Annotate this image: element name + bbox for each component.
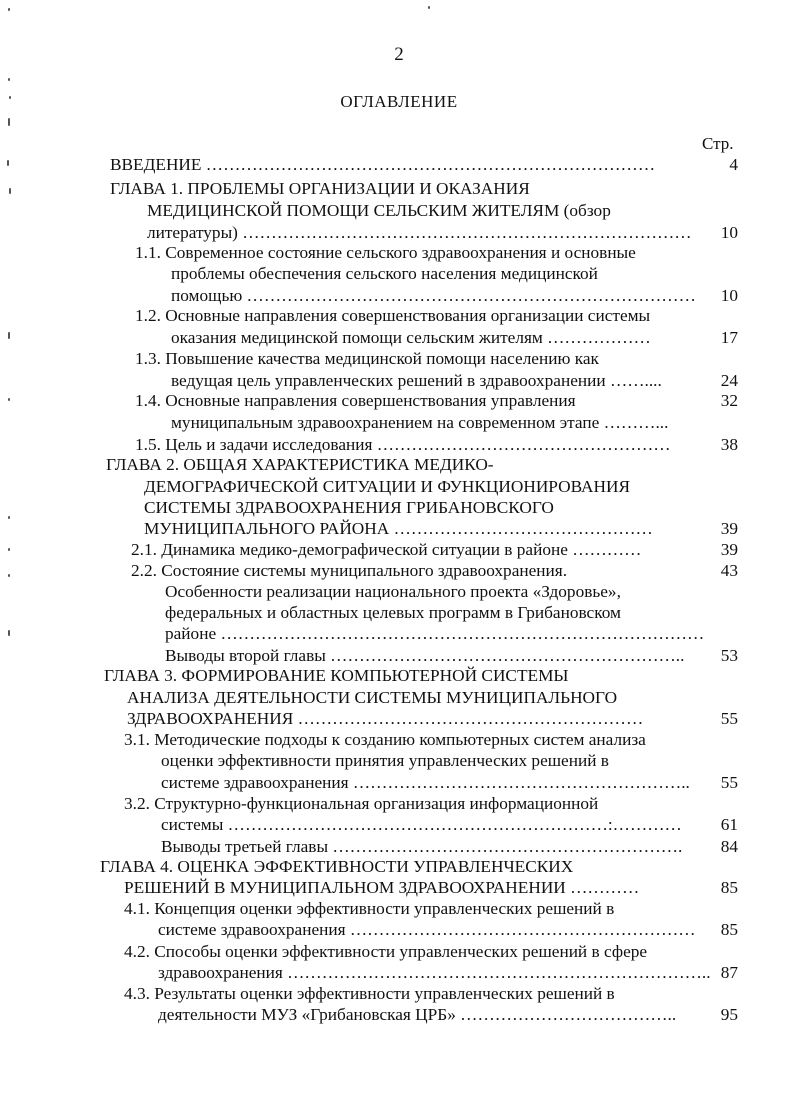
toc-line: проблемы обеспечения сельского населения медицинской [171, 264, 598, 283]
toc-line: федеральных и областных целевых программ в Грибановском [165, 603, 621, 622]
toc-page-number: 17 [720, 328, 738, 347]
toc-line: ВВЕДЕНИЕ …………………………………………………………………… [110, 155, 656, 174]
toc-line: системы …………………………………………………………:………… [161, 815, 682, 834]
scan-speck [428, 6, 430, 9]
toc-line: 1.2. Основные направления совершенствования организации системы [135, 306, 651, 325]
toc-line: ГЛАВА 1. ПРОБЛЕМЫ ОРГАНИЗАЦИИ И ОКАЗАНИЯ [110, 179, 530, 198]
scan-speck [8, 78, 10, 81]
toc-page-number: 39 [720, 540, 738, 559]
toc-page-number: 84 [720, 837, 738, 856]
toc-line: ГЛАВА 4. ОЦЕНКА ЭФФЕКТИВНОСТИ УПРАВЛЕНЧЕСКИХ [100, 857, 574, 876]
toc-page-number: 24 [720, 371, 738, 390]
toc-page-number: 10 [720, 223, 738, 242]
toc-line: ГЛАВА 3. ФОРМИРОВАНИЕ КОМПЬЮТЕРНОЙ СИСТЕМЫ [104, 666, 569, 685]
toc-line: 4.1. Концепция оценки эффективности управленческих решений в [124, 899, 615, 918]
scan-speck [8, 332, 10, 339]
toc-line: 2.2. Состояние системы муниципального здравоохранения. [131, 561, 568, 580]
toc-line: ведущая цель управленческих решений в здравоохранении …….... [171, 371, 662, 390]
toc-line: 1.5. Цель и задачи исследования …………………………………………… [135, 435, 671, 454]
toc-page-number: 43 [720, 561, 738, 580]
scan-speck [8, 516, 10, 519]
toc-line: здравоохранения ……………………………………………………………….. [158, 963, 711, 982]
toc-line: Выводы третьей главы ……………………………………………………. [161, 837, 683, 856]
toc-page-number: 55 [720, 709, 738, 728]
toc-page-number: 53 [720, 646, 738, 665]
toc-line: оценки эффективности принятия управленческих решений в [161, 751, 609, 770]
toc-page-number: 10 [720, 286, 738, 305]
toc-page-number: 55 [720, 773, 738, 792]
toc-page-number: 61 [720, 815, 738, 834]
toc-line: РЕШЕНИЙ В МУНИЦИПАЛЬНОМ ЗДРАВООХРАНЕНИИ ………… [124, 878, 640, 897]
toc-line: АНАЛИЗА ДЕЯТЕЛЬНОСТИ СИСТЕМЫ МУНИЦИПАЛЬНОГО [127, 688, 618, 707]
toc-page-number: 38 [720, 435, 738, 454]
scan-speck [8, 8, 10, 11]
toc-page-number: 95 [720, 1005, 738, 1024]
toc-page-number: 39 [720, 519, 738, 538]
toc-line: СИСТЕМЫ ЗДРАВООХРАНЕНИЯ ГРИБАНОВСКОГО [144, 498, 554, 517]
toc-line: системе здравоохранения …………………………………………………… [158, 920, 696, 939]
toc-line: 1.1. Современное состояние сельского здравоохранения и основные [135, 243, 636, 262]
scan-speck [9, 188, 11, 194]
page-column-label: Стр. [702, 134, 734, 153]
toc-line: ГЛАВА 2. ОБЩАЯ ХАРАКТЕРИСТИКА МЕДИКО- [106, 455, 494, 474]
toc-line: 3.2. Структурно-функциональная организация информационной [124, 794, 599, 813]
toc-line: ЗДРАВООХРАНЕНИЯ …………………………………………………… [127, 709, 644, 728]
scan-speck [9, 96, 11, 99]
page-number: 2 [394, 44, 404, 65]
toc-line: системе здравоохранения ………………………………………………….. [161, 773, 690, 792]
toc-line: 1.3. Повышение качества медицинской помощи населению как [135, 349, 599, 368]
toc-line: МУНИЦИПАЛЬНОГО РАЙОНА ……………………………………… [144, 519, 653, 538]
toc-line: МЕДИЦИНСКОЙ ПОМОЩИ СЕЛЬСКИМ ЖИТЕЛЯМ (обзор [147, 201, 611, 220]
toc-line: 2.1. Динамика медико-демографической ситуации в районе ………… [131, 540, 642, 559]
toc-line: Выводы второй главы …………………………………………………….. [165, 646, 685, 665]
toc-line: литературы) …………………………………………………………………… [147, 223, 692, 242]
toc-line: 4.2. Способы оценки эффективности управленческих решений в сфере [124, 942, 648, 961]
toc-line: районе ………………………………………………………………………… [165, 624, 705, 643]
scan-speck [8, 574, 10, 577]
scan-speck [8, 118, 10, 126]
scan-speck [8, 630, 10, 636]
toc-title: ОГЛАВЛЕНИЕ [340, 92, 458, 111]
toc-line: оказания медицинской помощи сельским жителям ……………… [171, 328, 651, 347]
toc-line: ДЕМОГРАФИЧЕСКОЙ СИТУАЦИИ И ФУНКЦИОНИРОВАНИЯ [144, 477, 631, 496]
toc-page-number: 4 [729, 155, 738, 174]
toc-page-number: 32 [720, 391, 738, 410]
toc-page-number: 85 [720, 920, 738, 939]
scan-speck [7, 160, 9, 166]
toc-line: Особенности реализации национального проекта «Здоровье», [165, 582, 621, 601]
toc-line: муниципальным здравоохранением на современном этапе ………... [171, 413, 669, 432]
toc-line: помощью …………………………………………………………………… [171, 286, 696, 305]
toc-line: 3.1. Методические подходы к созданию компьютерных систем анализа [124, 730, 646, 749]
toc-page-number: 85 [720, 878, 738, 897]
toc-page-number: 87 [720, 963, 738, 982]
scan-speck [8, 548, 10, 551]
scan-speck [8, 398, 10, 401]
toc-line: 1.4. Основные направления совершенствования управления [135, 391, 576, 410]
toc-line: деятельности МУЗ «Грибановская ЦРБ» ……………………………….. [158, 1005, 677, 1024]
toc-line: 4.3. Результаты оценки эффективности управленческих решений в [124, 984, 615, 1003]
